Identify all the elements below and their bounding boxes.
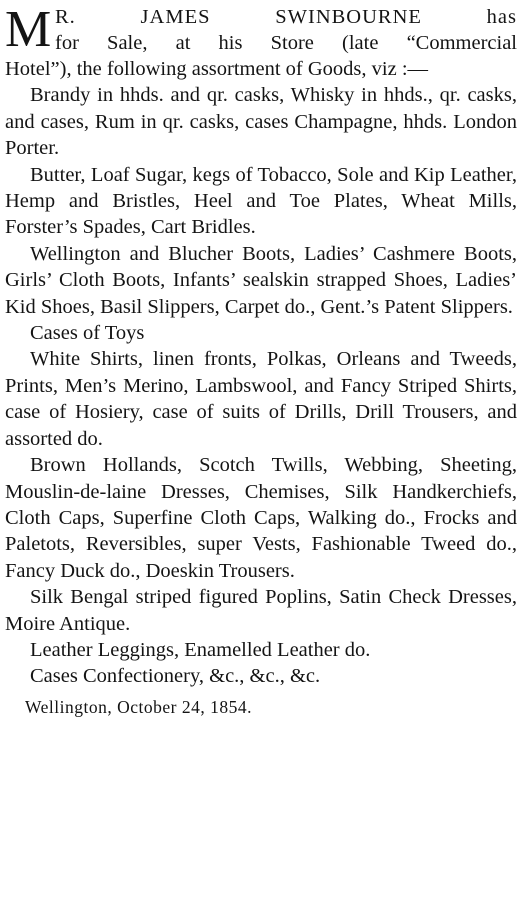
- goods-paragraph-spirits: Brandy in hhds. and qr. casks, Whisky in hhds., qr. casks, and cases, Rum in qr. casks, cases Champagne, hhds. London Porter.: [5, 84, 517, 160]
- goods-paragraph-leather: Leather Leggings, Enamelled Leather do.: [30, 638, 371, 661]
- intro-text: Hotel”), the following assortment of Goods, viz :—: [5, 58, 429, 80]
- drop-cap: M: [5, 1, 50, 58]
- goods-paragraph-silks: Silk Bengal striped figured Poplins, Satin Check Dresses, Moire Antique.: [5, 586, 517, 635]
- lead-line-2: for Sale, at his Store (late “Commercial: [55, 32, 517, 54]
- goods-paragraph-drapery: Brown Hollands, Scotch Twills, Webbing, Sheeting, Mouslin-de-laine Dresses, Chemises, Silk Handkerchiefs, Cloth Caps, Superfine Cloth Caps, Walking do., Frocks and Paletots, Reversibles, super Vests, Fashionable Tweed do., Fancy Duck do., Doeskin Trousers.: [5, 454, 517, 582]
- lead-line-1: R. JAMES SWINBOURNE has: [55, 6, 517, 28]
- goods-paragraph-provisions: Butter, Loaf Sugar, kegs of Tobacco, Sole and Kip Leather, Hemp and Bristles, Heel and Toe Plates, Wheat Mills, Forster’s Spades, Cart Bridles.: [5, 163, 517, 239]
- goods-paragraph-toys: Cases of Toys: [30, 322, 145, 345]
- goods-paragraph-confectionery: Cases Confectionery, &c., &c., &c.: [30, 665, 321, 688]
- advert-heading: [5, 1, 517, 58]
- goods-paragraph-footwear: Wellington and Blucher Boots, Ladies’ Cashmere Boots, Girls’ Cloth Boots, Infants’ sealskin strapped Shoes, Ladies’ Kid Shoes, Basil Slippers, Carpet do., Gent.’s Patent Slippers.: [5, 242, 517, 318]
- goods-paragraph-shirts: White Shirts, linen fronts, Polkas, Orleans and Tweeds, Prints, Men’s Merino, Lambswool, and Fancy Striped Shirts, case of Hosiery, case of suits of Drills, Drill Trousers, and assorted do.: [5, 348, 517, 450]
- dateline: Wellington, October 24, 1854.: [25, 696, 252, 717]
